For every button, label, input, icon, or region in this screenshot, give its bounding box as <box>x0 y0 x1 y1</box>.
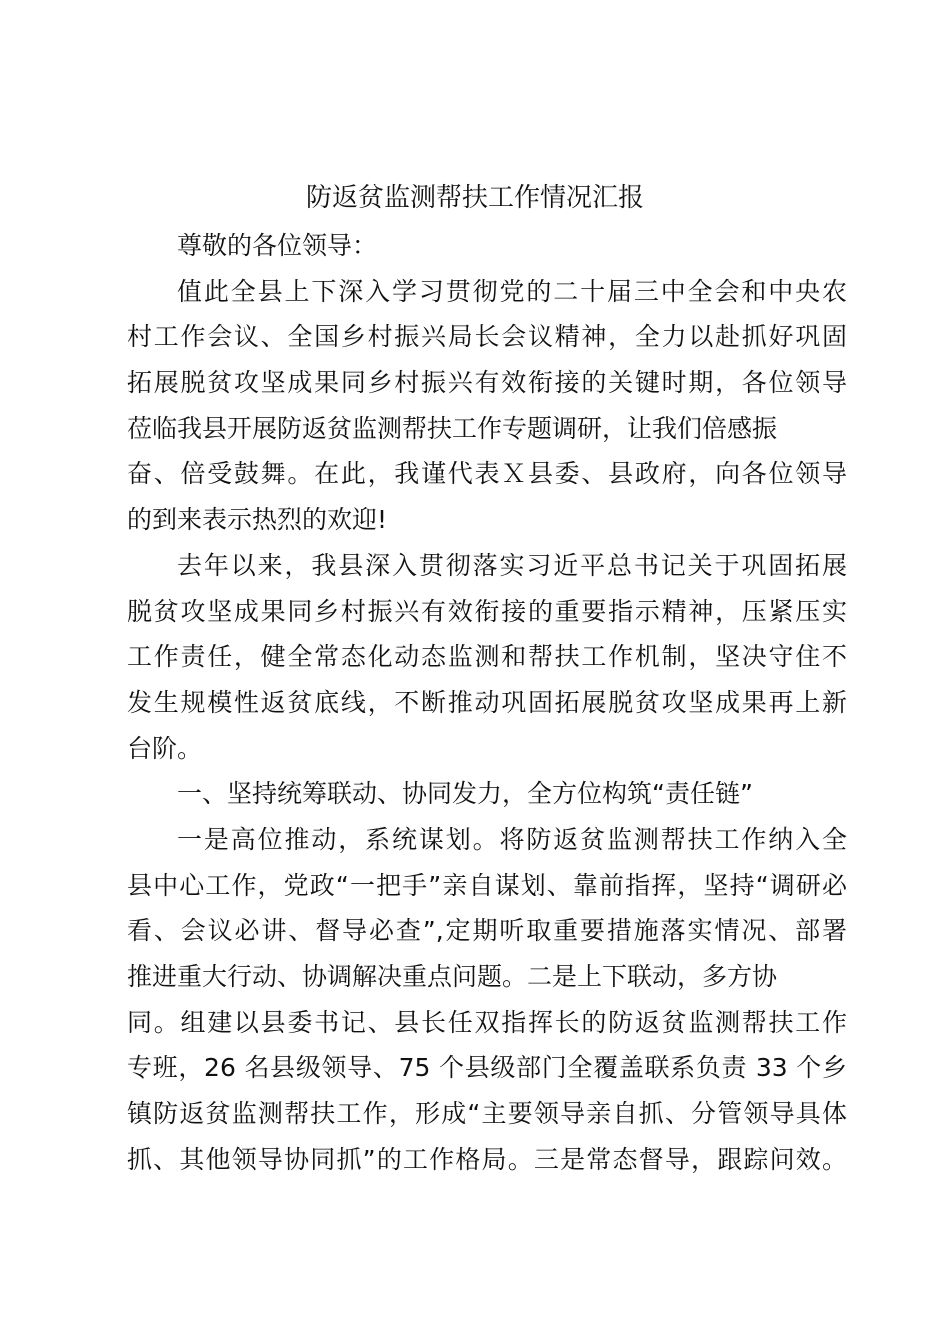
body-text-line: 脱贫攻坚成果同乡村振兴有效衔接的重要指示精神，压紧压实 <box>127 596 847 626</box>
body-text-line: 村工作会议、全国乡村振兴局长会议精神，全力以赴抓好巩固 <box>127 322 847 352</box>
body-text-line: 看、会议必讲、督导必查”,定期听取重要措施落实情况、部署 <box>127 916 847 946</box>
body-text-line: 同。组建以县委书记、县长任双指挥长的防返贫监测帮扶工作 <box>127 1007 847 1037</box>
body-text-line: 镇防返贫监测帮扶工作，形成“主要领导亲自抓、分管领导具体 <box>127 1099 847 1129</box>
body-text-line: 推进重大行动、协调解决重点问题。二是上下联动，多方协 <box>127 962 778 991</box>
body-text-line: 拓展脱贫攻坚成果同乡村振兴有效衔接的关键时期，各位领导 <box>127 368 847 398</box>
body-text-line: 奋、倍受鼓舞。在此，我谨代表Ｘ县委、县政府，向各位领导 <box>127 459 847 489</box>
body-text-line: 一、坚持统筹联动、协同发力，全方位构筑“责任链” <box>177 779 753 809</box>
body-text-line: 工作责任，健全常态化动态监测和帮扶工作机制，坚决守住不 <box>127 642 847 672</box>
body-text-line: 县中心工作，党政“一把手”亲自谋划、靠前指挥，坚持“调研必 <box>127 870 847 900</box>
body-text-line: 去年以来，我县深入贯彻落实习近平总书记关于巩固拓展 <box>177 550 847 580</box>
body-text-line: 的到来表示热烈的欢迎! <box>127 505 388 535</box>
body-text-line: 值此全县上下深入学习贯彻党的二十届三中全会和中央农 <box>177 276 847 306</box>
body-text-line: 尊敬的各位领导： <box>177 231 378 260</box>
body-text-line: 莅临我县开展防返贫监测帮扶工作专题调研，让我们倍感振 <box>127 413 778 443</box>
body-text-line: 发生规模性返贫底线，不断推动巩固拓展脱贫攻坚成果再上新 <box>127 687 847 717</box>
body-text-line: 台阶。 <box>127 733 203 763</box>
document-body <box>127 223 847 1182</box>
document-title: 防返贫监测帮扶工作情况汇报 <box>305 183 644 213</box>
body-text-line: 抓、其他领导协同抓”的工作格局。三是常态督导，跟踪问效。 <box>127 1144 847 1174</box>
body-text-line: 一是高位推动，系统谋划。将防返贫监测帮扶工作纳入全 <box>177 824 847 854</box>
body-text-line: 专班，26 名县级领导、75 个县级部门全覆盖联系负责 33 个乡 <box>127 1053 847 1083</box>
